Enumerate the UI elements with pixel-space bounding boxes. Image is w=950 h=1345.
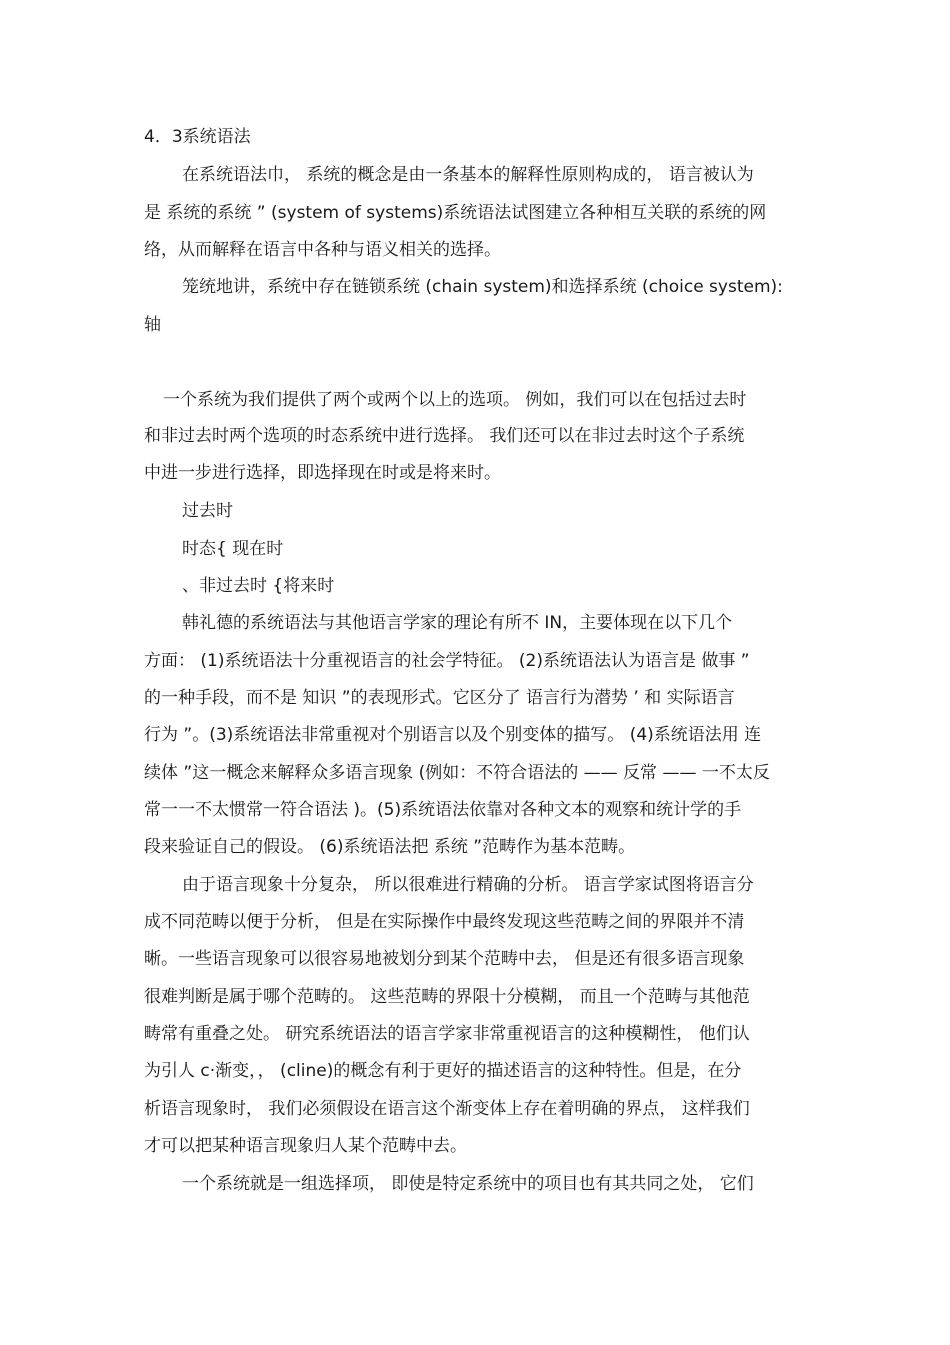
tense-diagram-line: 、非过去时 {将来时 [182, 576, 335, 596]
tense-diagram-line: 时态{ 现在时 [182, 539, 284, 559]
paragraph-line: 笼统地讲，系统中存在链锁系统 (chain system)和选择系统 (choice system): [182, 277, 783, 297]
tense-diagram-line: 过去时 [182, 501, 233, 521]
section-heading: 4．3系统语法 [144, 127, 251, 147]
paragraph-line: 段来验证自己的假设。 (6)系统语法把 系统 ”范畴作为基本范畴。 [144, 837, 636, 857]
paragraph-line: 由于语言现象十分复杂， 所以很难进行精确的分析。 语言学家试图将语言分 [182, 875, 754, 895]
paragraph-line: 晰。一些语言现象可以很容易地被划分到某个范畴中去， 但是还有很多语言现象 [144, 949, 745, 969]
paragraph-line: 是 系统的系统 ” (system of systems)系统语法试图建立各种相互关联的系统的网 [144, 203, 767, 223]
paragraph-line: 很难判断是属于哪个范畴的。 这些范畴的界限十分模糊， 而且一个范畴与其他范 [144, 987, 750, 1007]
paragraph-line: 中进一步进行选择，即选择现在时或是将来时。 [144, 463, 501, 483]
paragraph-line: 常一一不太惯常一符合语法 )。(5)系统语法依靠对各种文本的观察和统计学的手 [144, 800, 742, 820]
paragraph-line: 续体 ”这一概念来解释众多语言现象 (例如：不符合语法的 —— 反常 —— 一不太反 [144, 763, 770, 783]
paragraph-line: 的一种手段，而不是 知识 ”的表现形式。它区分了 语言行为潜势 ’ 和 实际语言 [144, 688, 735, 708]
paragraph-line: 和非过去时两个选项的时态系统中进行选择。 我们还可以在非过去时这个子系统 [144, 426, 745, 446]
paragraph-line: 韩礼德的系统语法与其他语言学家的理论有所不 IN，主要体现在以下几个 [182, 613, 733, 633]
paragraph-line: 才可以把某种语言现象归人某个范畴中去。 [144, 1136, 467, 1156]
paragraph-line: 一个系统为我们提供了两个或两个以上的选项。 例如，我们可以在包括过去时 [163, 390, 747, 410]
paragraph-line: 在系统语法巾， 系统的概念是由一条基本的解释性原则构成的， 语言被认为 [182, 165, 754, 185]
paragraph-line: 方面： (1)系统语法十分重视语言的社会学特征。 (2)系统语法认为语言是 做事 ” [144, 651, 750, 671]
paragraph-line: 轴 [144, 315, 161, 335]
paragraph-line: 络，从而解释在语言中各种与语义相关的选择。 [144, 240, 501, 260]
paragraph-line: 一个系统就是一组选择项， 即使是特定系统中的项目也有其共同之处， 它们 [182, 1174, 754, 1194]
paragraph-line: 畴常有重叠之处。 研究系统语法的语言学家非常重视语言的这种模糊性， 他们认 [144, 1024, 750, 1044]
paragraph-line: 行为 ”。(3)系统语法非常重视对个别语言以及个别变体的描写。 (4)系统语法用 连 [144, 725, 762, 745]
paragraph-line: 为引人 c·渐变，， (cline)的概念有利于更好的描述语言的这种特性。但是，在分 [144, 1061, 742, 1081]
paragraph-line: 成不同范畴以便于分析， 但是在实际操作中最终发现这些范畴之间的界限并不清 [144, 912, 745, 932]
paragraph-line: 析语言现象时， 我们必须假设在语言这个渐变体上存在着明确的界点， 这样我们 [144, 1099, 750, 1119]
